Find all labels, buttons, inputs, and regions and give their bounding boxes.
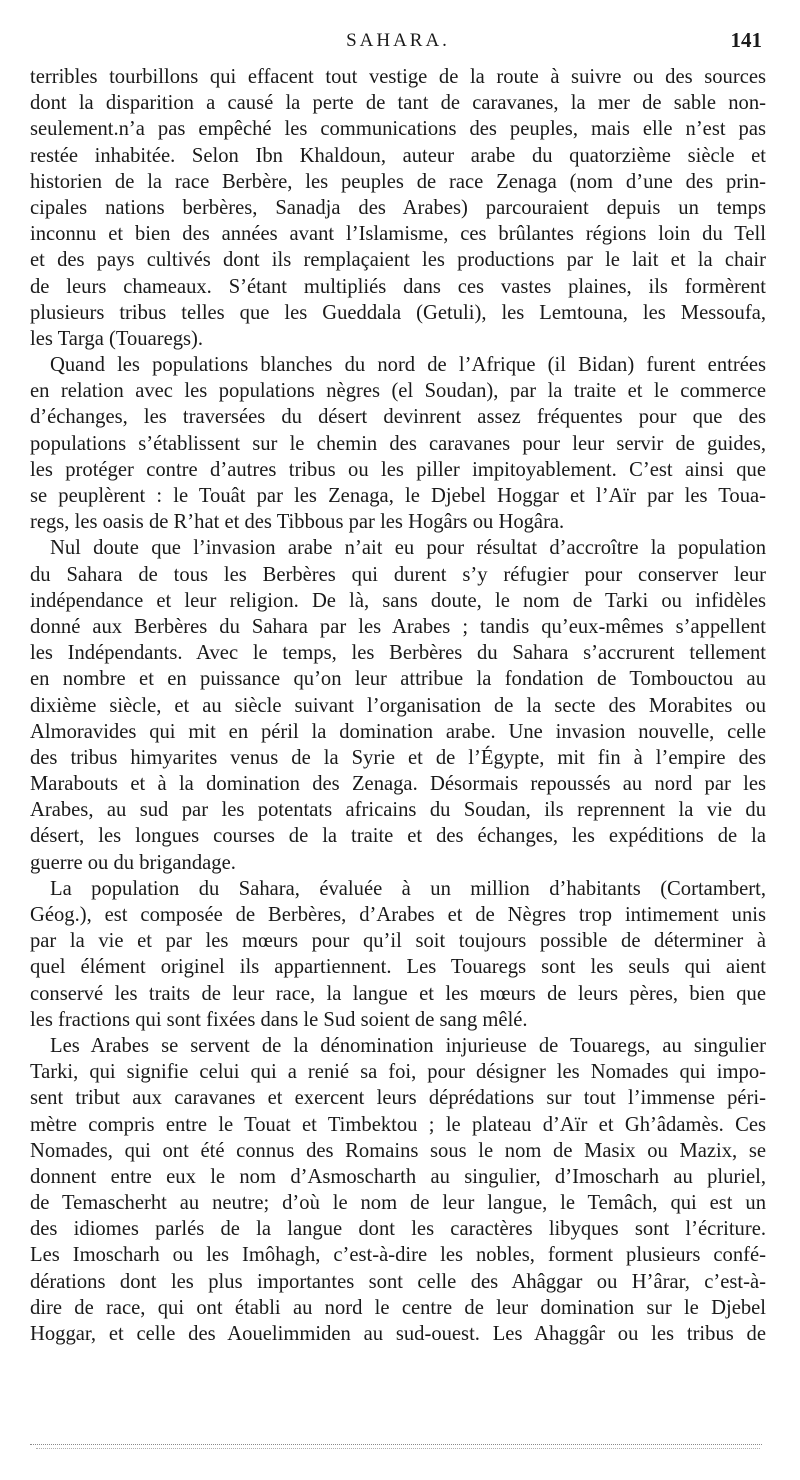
text-line: guerre ou du brigandage. [30,851,236,874]
text-line: des tribus himyarites venus de la Syrie et de l’Égypte, mit fin à l’empire des [30,746,766,769]
text-line: les fractions qui sont fixées dans le Sud soient de sang mêlé. [30,1008,528,1031]
footer-rule [30,1444,762,1445]
body-text [30,64,766,1347]
text-line: Nul doute que l’invasion arabe n’ait eu pour résultat d’accroître la population [50,537,766,560]
text-line: terribles tourbillons qui effacent tout vestige de la route à suivre ou des sources [30,66,766,88]
text-line: Les Arabes se servent de la dénomination injurieuse de Touaregs, au singulier [50,1034,766,1057]
text-line: donné aux Berbères du Sahara par les Arabes ; tandis qu’eux-mêmes s’appellent [30,615,766,638]
text-line: en relation avec les populations nègres (el Soudan), par la traite et le commerce [30,380,766,403]
footer-rule-secondary [36,1448,760,1449]
text-line: quel élément originel ils appartiennent. Les Touaregs sont les seuls qui aient [30,956,766,979]
text-line: Géog.), est composée de Berbères, d’Arabes et de Nègres trop intimement unis [30,904,766,926]
text-line: du Sahara de tous les Berbères qui durent s’y réfugier pour conserver leur [30,563,766,586]
text-line: Hoggar, et celle des Aouelimmiden au sud-ouest. Les Ahaggâr ou les tribus de [30,1323,766,1345]
text-line: populations s’établissent sur le chemin des caravanes pour leur servir de guides, [30,432,766,455]
text-line: Les Imoscharh ou les Imôhagh, c’est-à-dire les nobles, forment plusieurs confé- [30,1244,766,1267]
text-line: dixième siècle, et au siècle suivant l’organisation de la secte des Morabites ou [30,694,766,717]
page-number: 141 [730,28,762,52]
text-line: conservé les traits de leur race, la langue et les mœurs de leurs pères, bien que [30,982,766,1005]
text-line: dire de race, qui ont établi au nord le centre de leur domination sur le Djebel [30,1296,766,1319]
text-line: dont la disparition a causé la perte de tant de caravanes, la mer de sable non- [30,92,766,115]
text-line: inconnu et bien des années avant l’Islamisme, ces brûlantes régions loin du Tell [30,223,766,246]
text-line: mètre compris entre le Touat et Timbektou ; le plateau d’Aïr et Gh’âdamès. Ces [30,1113,766,1136]
text-line: cipales nations berbères, Sanadja des Arabes) parcouraient depuis un temps [30,196,766,219]
text-line: Tarki, qui signifie celui qui a renié sa foi, pour désigner les Nomades qui impo- [30,1061,766,1084]
text-line: les protéger contre d’autres tribus ou les piller impitoyablement. C’est ainsi que [30,458,766,481]
book-page [30,22,766,1347]
text-line: restée inhabitée. Selon Ibn Khaldoun, auteur arabe du quatorzième siècle et [30,144,766,167]
text-line: Almoravides qui mit en péril la domination arabe. Une invasion nouvelle, celle [30,720,766,743]
text-line: Nomades, qui ont été connus des Romains sous le nom de Masix ou Mazix, se [30,1139,766,1162]
text-line: en nombre et en puissance qu’on leur attribue la fondation de Tombouctou au [30,668,766,691]
text-line: par la vie et par les mœurs pour qu’il soit toujours possible de déterminer à [30,930,766,953]
text-line: Quand les populations blanches du nord de l’Afrique (il Bidan) furent entrées [50,354,766,377]
text-line: plusieurs tribus telles que les Gueddala (Getuli), les Lemtouna, les Messoufa, [30,301,766,324]
text-line: Arabes, au sud par les potentats africains du Soudan, ils reprennent la vie du [30,799,766,822]
running-head: SAHARA. [346,30,450,51]
text-line: indépendance et leur religion. De là, sans doute, le nom de Tarki ou infidèles [30,589,766,612]
text-line: dérations dont les plus importantes sont celle des Ahâggar ou H’ârar, c’est-à- [30,1270,766,1293]
text-line: Marabouts et à la domination des Zenaga. Désormais repoussés au nord par les [30,773,766,796]
text-line: La population du Sahara, évaluée à un million d’habitants (Cortambert, [50,877,766,900]
page-header [30,22,766,58]
text-line: de Temascherht au neutre; d’où le nom de leur langue, le Temâch, qui est un [30,1192,766,1215]
text-line: regs, les oasis de R’hat et des Tibbous par les Hogârs ou Hogâra. [30,511,565,534]
text-line: et des pays cultivés dont ils remplaçaient les productions par le lait et la chair [30,249,766,272]
text-line: désert, les longues courses de la traite et des échanges, les expéditions de la [30,825,766,848]
text-line: se peuplèrent : le Touât par les Zenaga, le Djebel Hoggar et l’Aïr par les Toua- [30,485,766,507]
text-line: seulement.n’a pas empêché les communications des peuples, mais elle n’est pas [30,118,766,141]
text-line: sent tribut aux caravanes et exercent leurs déprédations sur tout l’immense péri- [30,1087,766,1110]
text-line: de leurs chameaux. S’étant multipliés dans ces vastes plaines, ils formèrent [30,275,766,298]
text-line: les Indépendants. Avec le temps, les Berbères du Sahara s’accrurent tellement [30,642,766,665]
text-line: les Targa (Touaregs). [30,327,204,350]
text-line: des idiomes parlés de la langue dont les caractères libyques sont l’écriture. [30,1218,766,1241]
text-line: historien de la race Berbère, les peuples de race Zenaga (nom d’une des prin- [30,170,766,193]
text-line: donnent entre eux le nom d’Asmoscharth au singulier, d’Imoscharh au pluriel, [30,1165,766,1188]
text-line: d’échanges, les traversées du désert devinrent assez fréquentes pour que des [30,406,766,429]
